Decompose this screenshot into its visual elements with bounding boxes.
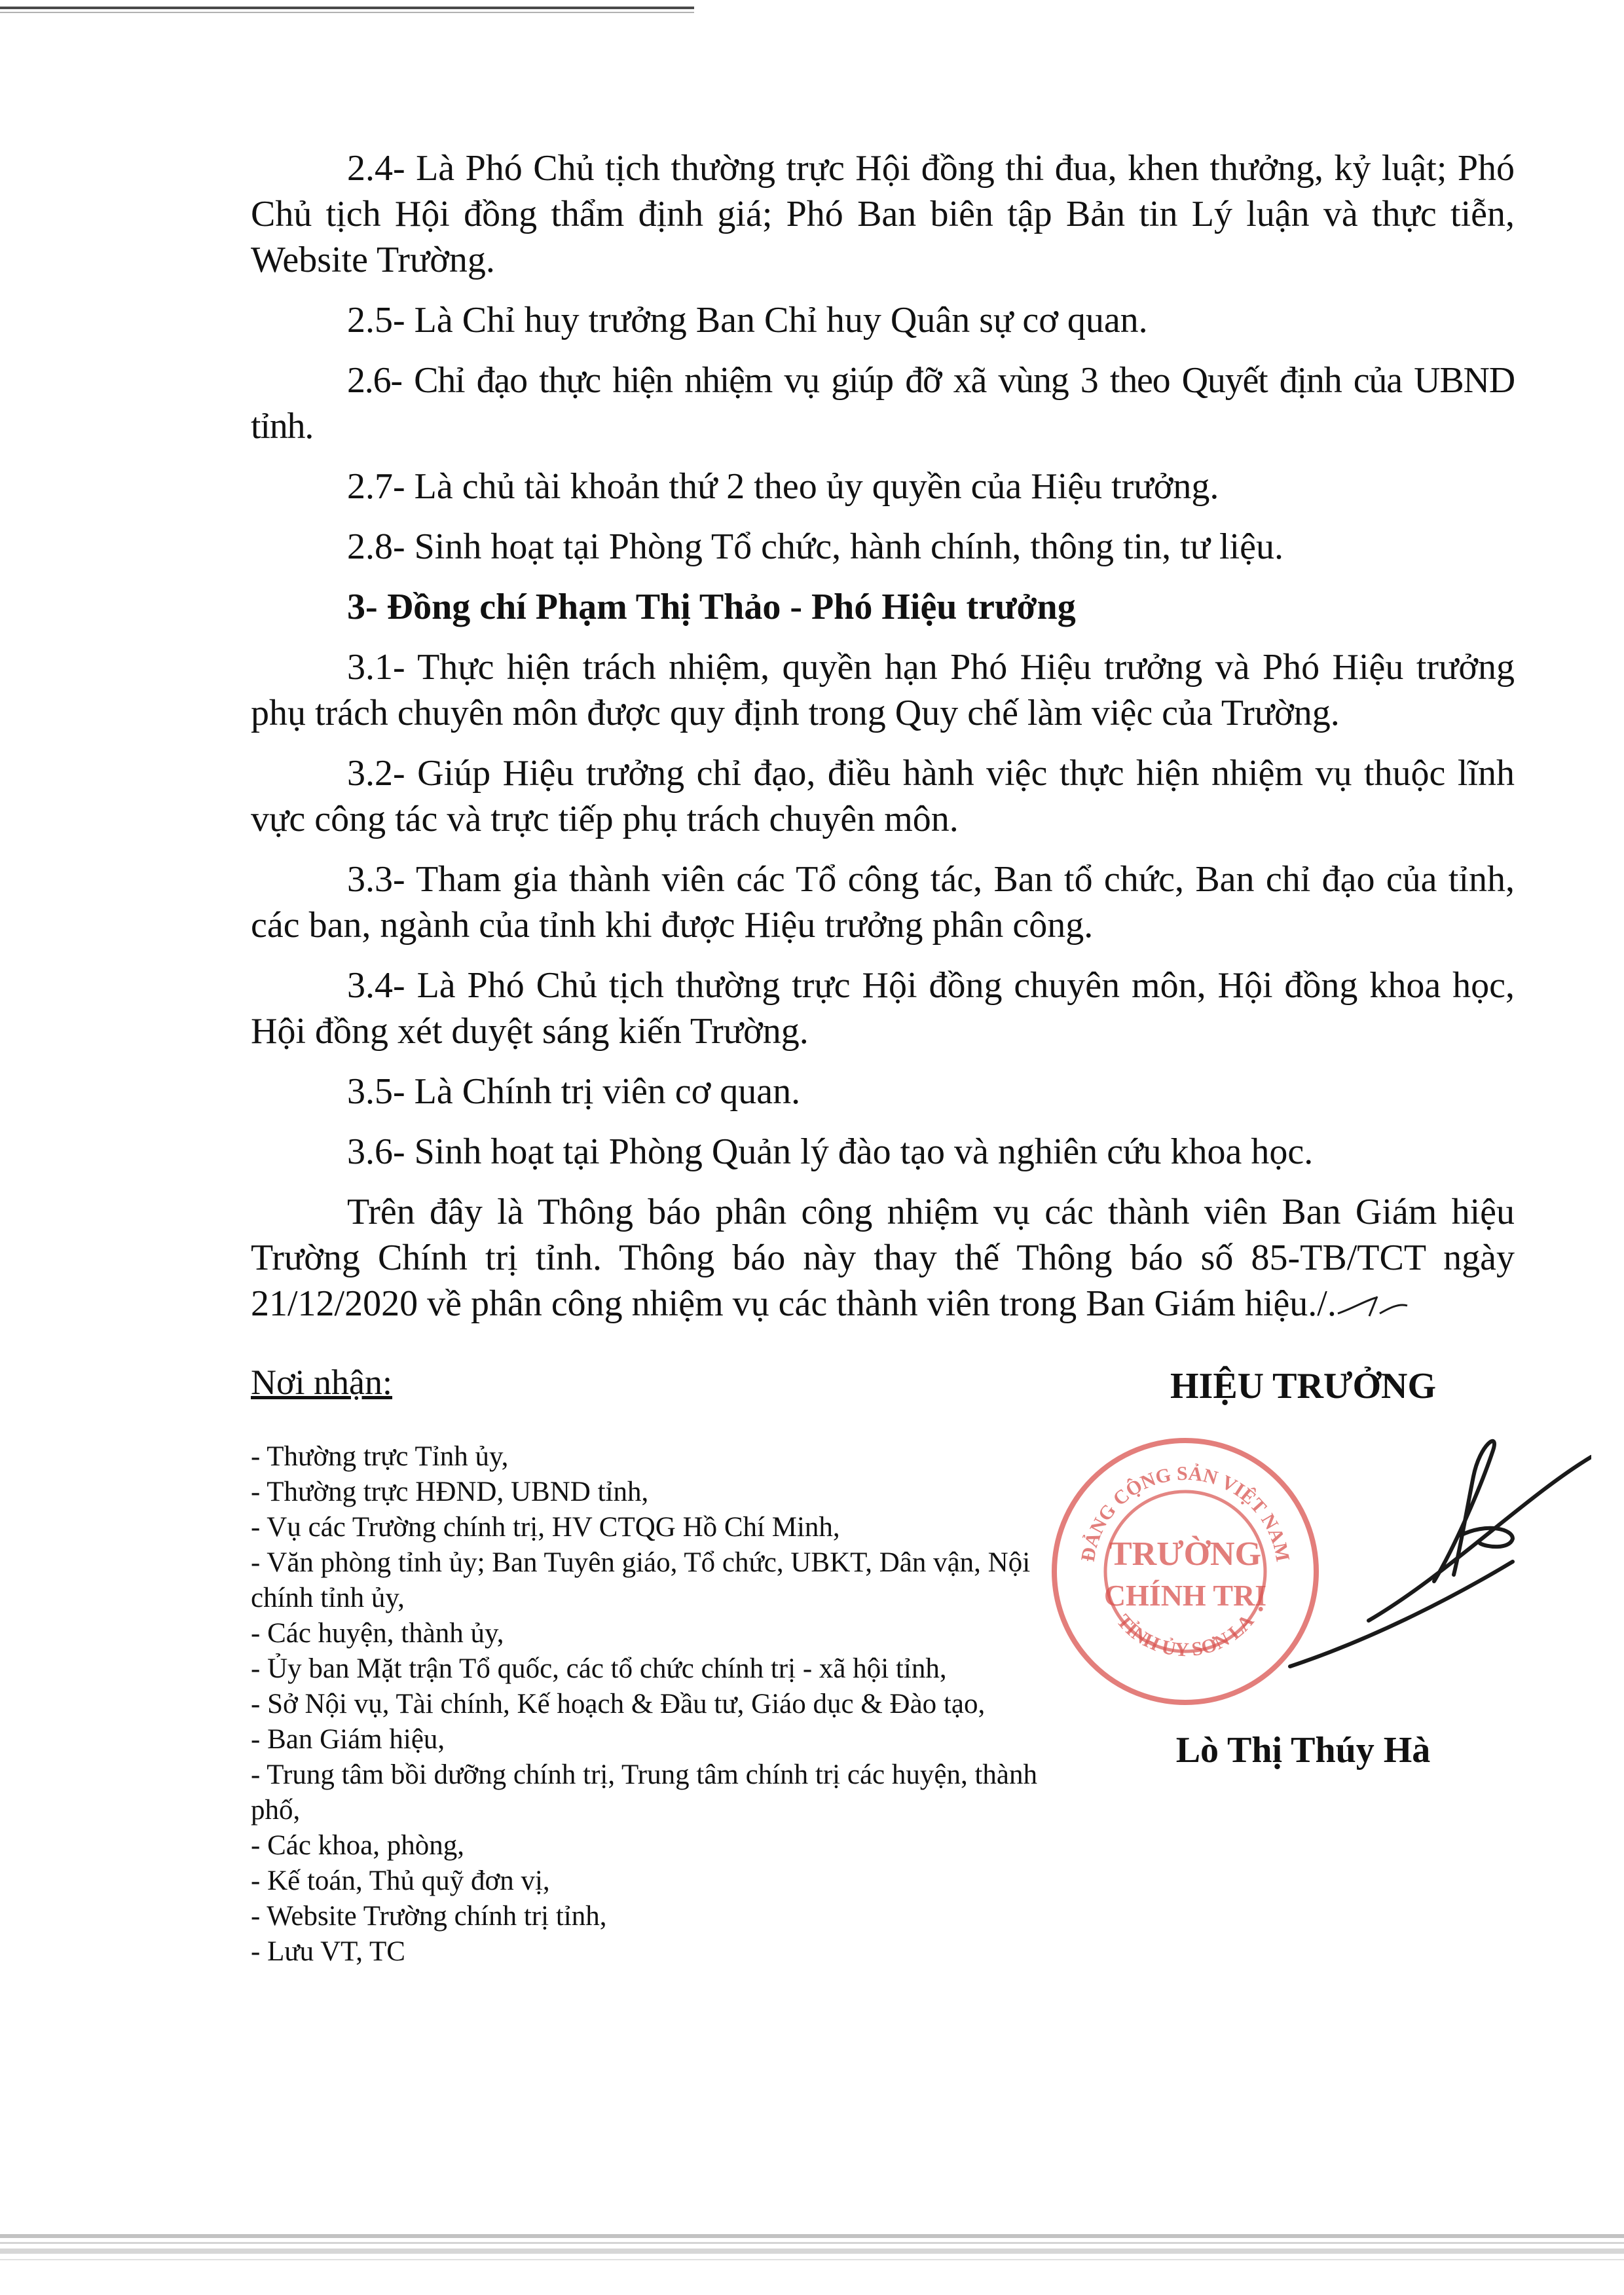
seal-line-1: TRƯỜNG xyxy=(1109,1535,1262,1573)
paragraph-2-4: 2.4- Là Phó Chủ tịch thường trực Hội đồng thi đua, khen thưởng, kỷ luật; Phó Chủ tịch Hội đồng thẩm định giá; Phó Ban biên tập Bản tin Lý luận và thực tiễn, Website Trường. xyxy=(251,148,1515,280)
recipient-item: - Ủy ban Mặt trận Tổ quốc, các tổ chức chính trị - xã hội tỉnh, xyxy=(251,1653,947,1684)
signer-title: HIỆU TRƯỞNG xyxy=(1170,1366,1437,1406)
recipients-title: Nơi nhận: xyxy=(251,1363,393,1402)
recipient-item: - Vụ các Trường chính trị, HV CTQG Hồ Chí Minh, xyxy=(251,1512,840,1543)
closing-paragraph xyxy=(251,1189,1515,1327)
recipient-item: - Trung tâm bồi dưỡng chính trị, Trung tâm chính trị các huyện, thành phố, xyxy=(251,1759,1037,1826)
recipient-item: - Sở Nội vụ, Tài chính, Kế hoạch & Đầu tư, Giáo dục & Đào tạo, xyxy=(251,1689,986,1719)
seal-bottom-text: TỈNH ỦY SƠN LA xyxy=(1112,1610,1259,1661)
paragraph-3-4: 3.4- Là Phó Chủ tịch thường trực Hội đồng chuyên môn, Hội đồng khoa học, Hội đồng xét duyệt sáng kiến Trường. xyxy=(251,965,1515,1052)
handwritten-signature-icon xyxy=(1172,1405,1591,1680)
recipient-item: - Thường trực HĐND, UBND tỉnh, xyxy=(251,1477,649,1507)
seal-line-2: CHÍNH TRỊ xyxy=(1103,1579,1267,1612)
recipient-item: - Văn phòng tỉnh ủy; Ban Tuyên giáo, Tổ chức, UBKT, Dân vận, Nội chính tỉnh ủy, xyxy=(251,1547,1031,1613)
recipient-item: - Lưu VT, TC xyxy=(251,1936,405,1967)
initials-mark-icon xyxy=(1337,1294,1409,1320)
recipient-item: - Website Trường chính trị tỉnh, xyxy=(251,1901,607,1932)
paragraph-3-2: 3.2- Giúp Hiệu trưởng chỉ đạo, điều hành việc thực hiện nhiệm vụ thuộc lĩnh vực công tác và trực tiếp phụ trách chuyên môn. xyxy=(251,753,1515,839)
paragraph-2-5: 2.5- Là Chỉ huy trưởng Ban Chỉ huy Quân sự cơ quan. xyxy=(347,300,1148,340)
paragraph-3-1: 3.1- Thực hiện trách nhiệm, quyền hạn Phó Hiệu trưởng và Phó Hiệu trưởng phụ trách chuyên môn được quy định trong Quy chế làm việc của Trường. xyxy=(251,647,1515,733)
signature-block xyxy=(1022,1365,1585,1797)
paragraph-2-7: 2.7- Là chủ tài khoản thứ 2 theo ủy quyền của Hiệu trưởng. xyxy=(347,466,1219,507)
seal-outer-text: ĐẢNG CỘNG SẢN VIỆT NAM xyxy=(1077,1462,1294,1564)
paragraph-3-6: 3.6- Sinh hoạt tại Phòng Quản lý đào tạo và nghiên cứu khoa học. xyxy=(347,1131,1314,1172)
recipients-list xyxy=(251,1439,1069,1970)
recipient-item: - Các khoa, phòng, xyxy=(251,1830,465,1861)
scan-edge-top-shadow xyxy=(0,12,694,13)
scan-edge-top xyxy=(0,7,694,9)
recipient-item: - Các huyện, thành ủy, xyxy=(251,1618,504,1649)
recipient-item: - Thường trực Tỉnh ủy, xyxy=(251,1441,509,1472)
closing-text: Trên đây là Thông báo phân công nhiệm vụ các thành viên Ban Giám hiệu Trường Chính trị tỉnh. Thông báo này thay thế Thông báo số 85-TB/TCT ngày 21/12/2020 về phân công nhiệm vụ các thành viên trong Ban Giám hiệu./. xyxy=(251,1192,1515,1324)
signer-name: Lò Thị Thúy Hà xyxy=(1175,1730,1431,1771)
paragraph-2-6: 2.6- Chỉ đạo thực hiện nhiệm vụ giúp đỡ xã vùng 3 theo Quyết định của UBND tỉnh. xyxy=(251,360,1515,447)
scan-edge-bottom xyxy=(0,2234,1624,2273)
recipient-item: - Ban Giám hiệu, xyxy=(251,1724,445,1755)
paragraph-3-5: 3.5- Là Chính trị viên cơ quan. xyxy=(347,1071,801,1112)
recipient-item: - Kế toán, Thủ quỹ đơn vị, xyxy=(251,1865,550,1896)
section-heading-3: 3- Đồng chí Phạm Thị Thảo - Phó Hiệu trưởng xyxy=(347,587,1076,627)
document-body xyxy=(251,145,1515,1341)
paragraph-3-3: 3.3- Tham gia thành viên các Tổ công tác, Ban tổ chức, Ban chỉ đạo của tỉnh, các ban, ngành của tỉnh khi được Hiệu trưởng phân công. xyxy=(251,859,1515,946)
recipients-block xyxy=(251,1362,1069,1970)
paragraph-2-8: 2.8- Sinh hoạt tại Phòng Tổ chức, hành chính, thông tin, tư liệu. xyxy=(347,526,1283,567)
